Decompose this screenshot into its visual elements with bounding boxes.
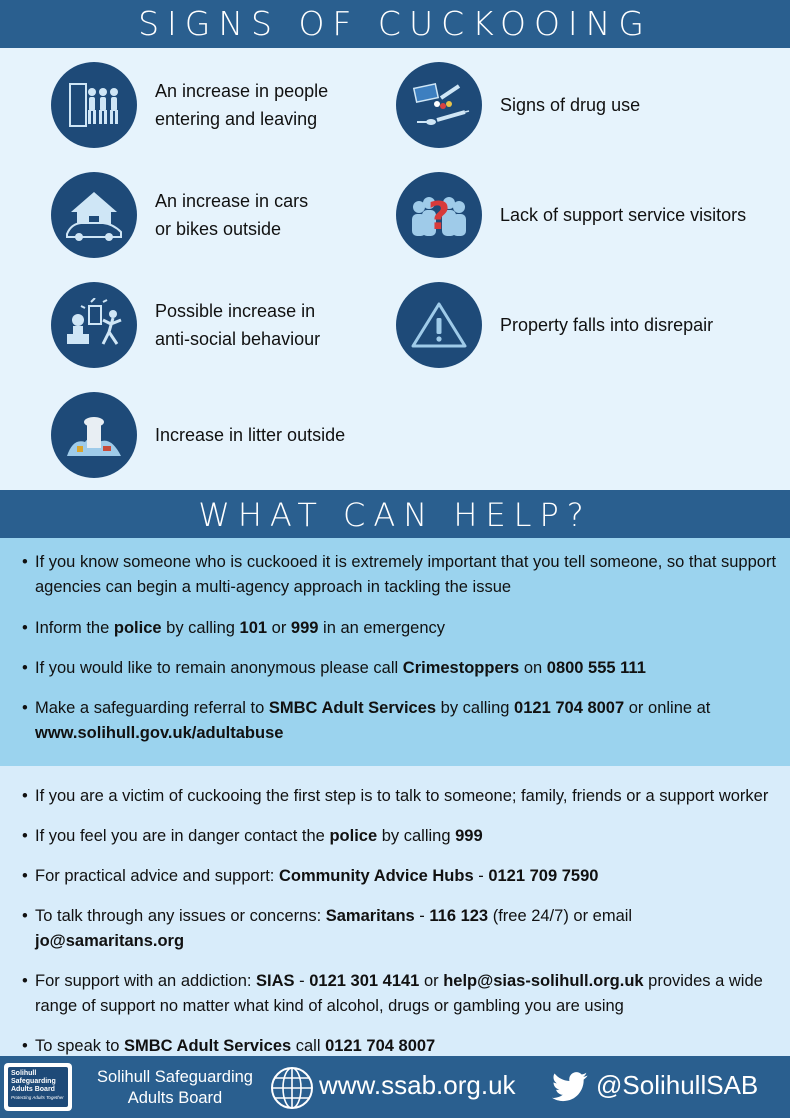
sign-disrepair <box>396 282 713 368</box>
sign-antisocial <box>51 282 320 368</box>
help-section-victims <box>0 766 790 1056</box>
sias-email[interactable]: help@sias-solihull.org.uk <box>443 972 644 990</box>
sign-litter <box>51 392 345 478</box>
globe-icon <box>270 1066 314 1115</box>
list-item: • For support with an addiction: SIAS - 0121 301 4141 or help@sias-solihull.org.uk provides a wide range of support no matter what kind of alcohol, drugs or gambling you are using <box>22 969 784 1019</box>
drugs-icon <box>396 62 482 148</box>
house-car-icon <box>51 172 137 258</box>
list-item: • Make a safeguarding referral to SMBC Adult Services by calling 0121 704 8007 or online at www.solihull.gov.uk/adultabuse <box>22 696 784 746</box>
people-entering-icon <box>51 62 137 148</box>
signs-section <box>0 48 790 490</box>
ssab-logo: Solihull Safeguarding Adults Board Protecting Adults Together <box>4 1063 72 1111</box>
list-item: • To speak to SMBC Adult Services call 0121 704 8007 <box>22 1034 784 1059</box>
sign-cars <box>51 172 308 258</box>
adultabuse-link[interactable]: www.solihull.gov.uk/adultabuse <box>35 724 284 742</box>
list-item: • If you are a victim of cuckooing the first step is to talk to someone; family, friends or a support worker <box>22 784 784 809</box>
twitter-handle[interactable]: @SolihullSAB <box>596 1070 759 1100</box>
list-item: • For practical advice and support: Community Advice Hubs - 0121 709 7590 <box>22 864 784 889</box>
sign-text: An increase in people entering and leaving <box>155 81 329 129</box>
sign-text: Signs of drug use <box>500 95 641 115</box>
sign-text: An increase in cars or bikes outside <box>155 191 309 239</box>
list-item: • To talk through any issues or concerns: Samaritans - 116 123 (free 24/7) or email jo@samaritans.org <box>22 904 784 954</box>
signs-title: SIGNS OF CUCKOOING <box>0 0 790 48</box>
list-item: • Inform the police by calling 101 or 999 in an emergency <box>22 616 784 641</box>
sign-people <box>51 62 328 148</box>
help-title: WHAT CAN HELP? <box>0 490 790 538</box>
twitter-icon <box>552 1072 588 1107</box>
website-link[interactable]: www.ssab.org.uk <box>319 1070 516 1100</box>
sign-drugs <box>396 62 640 148</box>
samaritans-email[interactable]: jo@samaritans.org <box>35 932 185 950</box>
list-item: • If you would like to remain anonymous please call Crimestoppers on 0800 555 111 <box>22 656 784 681</box>
sign-text: Lack of support service visitors <box>500 205 747 225</box>
board-name: Solihull Safeguarding Adults Board <box>97 1068 253 1107</box>
sign-text: Increase in litter outside <box>155 425 346 445</box>
sign-text: Property falls into disrepair <box>500 315 714 335</box>
litter-icon <box>51 392 137 478</box>
sign-text: Possible increase in anti-social behaviour <box>155 301 321 349</box>
list-item: • If you know someone who is cuckooed it is extremely important that you tell someone, so that support agencies can begin a multi-agency approach in tackling the issue <box>22 550 784 600</box>
list-item: • If you feel you are in danger contact the police by calling 999 <box>22 824 784 849</box>
svg-text:?: ? <box>427 194 451 238</box>
warning-icon <box>396 282 482 368</box>
antisocial-icon <box>51 282 137 368</box>
footer <box>0 1056 790 1118</box>
sign-support <box>396 172 746 258</box>
question-crowd-icon <box>396 172 482 258</box>
help-section-others <box>0 538 790 766</box>
